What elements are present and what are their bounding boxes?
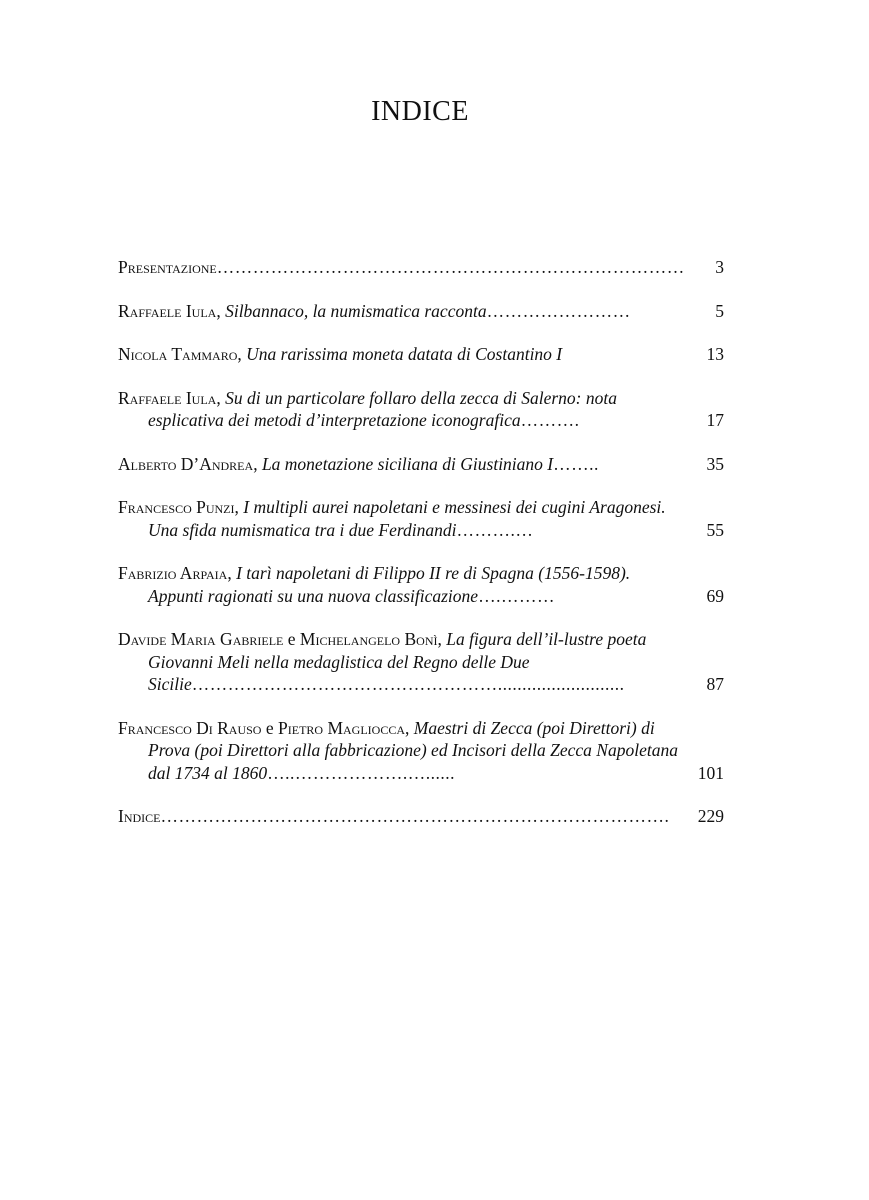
second-author-name: Michelangelo Bonì (299, 629, 438, 649)
page-number: 87 (706, 674, 724, 694)
leader-dots: …….. (553, 453, 599, 474)
article-title: I tarì napoletani di Filippo II re di Spagna (1556-1598). Appunti ragionati su una nuova classificazione (148, 563, 631, 606)
article-title: Su di un particolare follaro della zecca di Salerno: nota esplicativa dei metodi d’interpretazione iconografica (148, 387, 617, 430)
article-title: Maestri di Zecca (poi Direttori) di Prova (poi Direttori alla fabbricazione) ed Incisori della Zecca Napoletana dal 1734 al 1860 (148, 717, 678, 783)
entry-text (118, 343, 680, 366)
separator: , (405, 717, 414, 738)
entry-text (118, 805, 680, 828)
entry-text (118, 256, 685, 279)
author-name: Alberto D’Andrea (118, 453, 254, 474)
entry-text (118, 717, 680, 785)
second-author-name: Pietro Magliocca (278, 717, 406, 738)
toc-entry (118, 717, 724, 785)
page-number: 101 (697, 762, 724, 783)
article-title: Silbannaco, la numismatica racconta (225, 300, 487, 321)
toc-entry-presentazione (118, 256, 724, 279)
entry-text (118, 628, 680, 696)
table-of-contents (118, 256, 724, 828)
leader-dots: …..……………….…...... (267, 762, 455, 783)
author-name: Francesco Punzi (118, 497, 235, 517)
toc-entry (118, 387, 724, 432)
conjunction: e (261, 717, 279, 738)
toc-entry (118, 453, 724, 476)
article-title: La figura dell’il-lustre poeta Giovanni Meli nella medaglistica del Regno delle Due Sicilie (148, 629, 647, 694)
separator: , (437, 629, 447, 649)
leader-dots: ………. (520, 410, 580, 430)
separator: , (253, 453, 262, 474)
author-name: Raffaele Iula (118, 300, 217, 321)
page-number: 35 (706, 453, 724, 474)
separator: , (234, 497, 244, 517)
entry-text (118, 496, 680, 541)
entry-text (118, 562, 680, 607)
toc-entry (118, 562, 724, 607)
conjunction: e (283, 629, 300, 649)
author-name: Raffaele Iula (118, 387, 217, 408)
article-title: La monetazione siciliana di Giustiniano I (261, 453, 554, 474)
author-name: Davide Maria Gabriele (118, 629, 284, 649)
page-number: 55 (706, 519, 724, 540)
separator: , (237, 344, 247, 364)
leader-dots: …………………………………………………………………………. (160, 806, 670, 826)
section-name: Presentazione (118, 257, 217, 277)
page-number: 13 (706, 344, 724, 364)
section-name: Indice (118, 806, 161, 826)
leader-dots: ……….… (456, 519, 534, 540)
page-number: 17 (706, 410, 724, 430)
page-number: 3 (715, 257, 724, 277)
article-title: Una rarissima moneta datata di Costantino I (246, 344, 563, 364)
entry-text (118, 300, 680, 323)
leader-dots: …………………… (486, 300, 631, 321)
entry-text (118, 453, 680, 476)
toc-entry (118, 628, 724, 696)
article-title: I multipli aurei napoletani e messinesi dei cugini Aragonesi. Una sfida numismatica tra i due Ferdinandi (148, 497, 666, 540)
page-number: 69 (706, 585, 724, 606)
author-name: Nicola Tammaro (118, 344, 238, 364)
page-title: INDICE (371, 96, 469, 127)
toc-entry (118, 496, 724, 541)
page-number: 5 (715, 300, 724, 321)
separator: , (216, 387, 226, 408)
leader-dots: …………………………………………….......................... (191, 674, 625, 694)
entry-text (118, 387, 680, 432)
author-name: Fabrizio Arpaia (118, 563, 228, 583)
toc-entry-indice (118, 805, 724, 828)
toc-entry (118, 300, 724, 323)
author-name: Francesco Di Rauso (118, 717, 262, 738)
leader-dots: ….……… (478, 585, 555, 606)
leader-dots: …………………………………………………………………… (216, 257, 685, 277)
separator: , (216, 300, 226, 321)
toc-entry (118, 343, 724, 366)
separator: , (227, 563, 237, 583)
page-number: 229 (697, 806, 724, 826)
